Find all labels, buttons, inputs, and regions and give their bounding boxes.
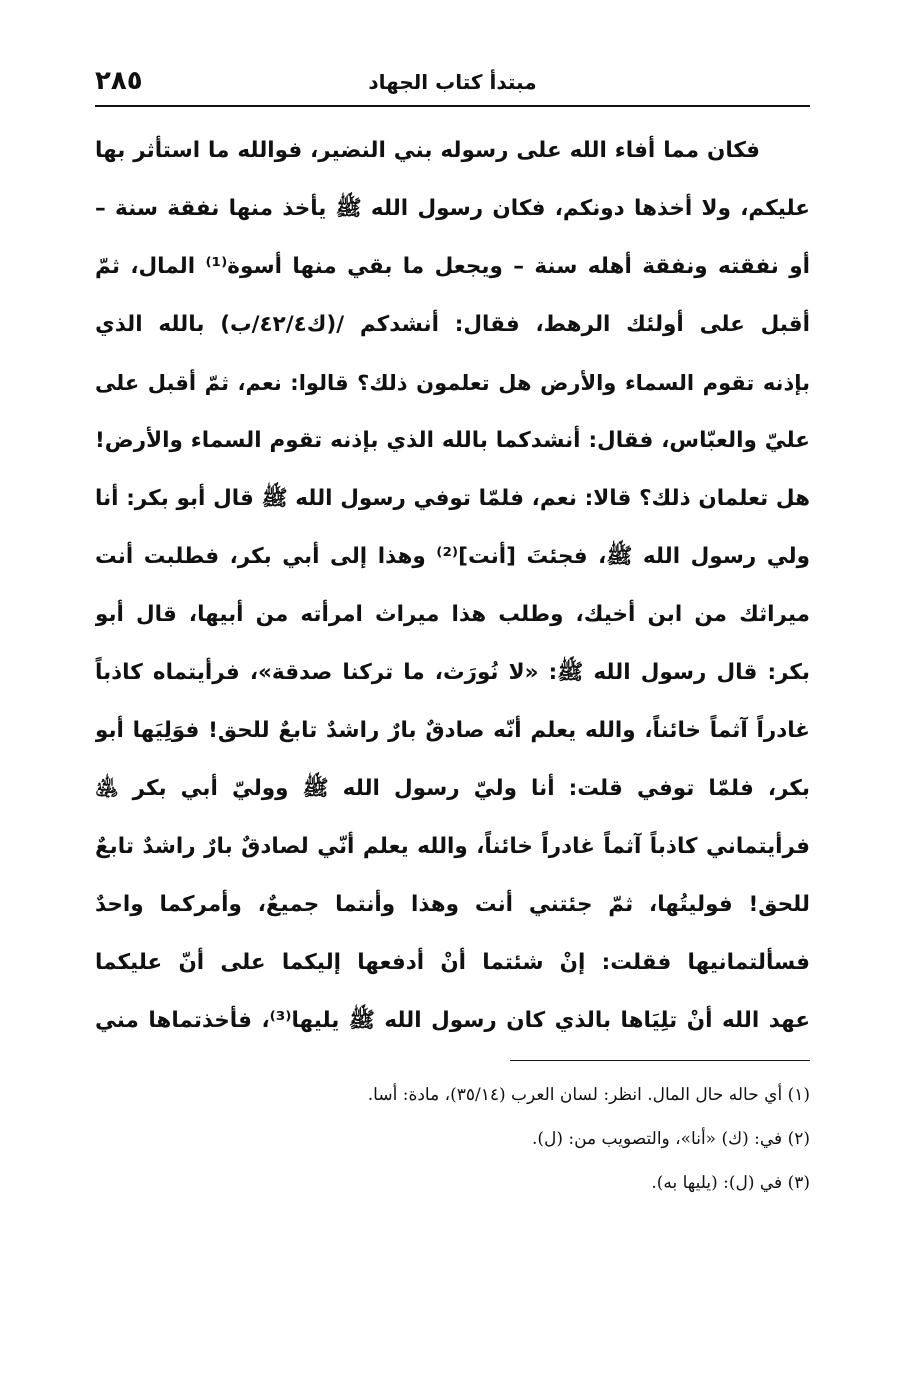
text-line: فسألتمانيها فقلت: إنْ شئتما أنْ أدفعها إليكما على أنّ عليكما [95, 950, 810, 975]
text-line: بكر، فلمّا توفي قلت: أنا وليّ رسول الله ﷺ ووليّ أبي بكر ﵁ [95, 776, 810, 801]
text-line: عليكم، ولا أخذها دونكم، فكان رسول الله ﷺ يأخذ منها نفقة سنة – [95, 196, 810, 221]
text-line: بإذنه تقوم السماء والأرض هل تعلمون ذلك؟ قالوا: نعم، ثمّ أقبل على [95, 371, 810, 395]
text-line: فرأيتماني كاذباً آثماً غادراً خائناً، والله يعلم أنّي لصادقٌ بارٌ راشدٌ تابعٌ [95, 834, 810, 859]
header-divider [95, 105, 810, 107]
footnotes [95, 1078, 810, 1210]
main-text [95, 122, 810, 1050]
text-line: أقبل على أولئك الرهط، فقال: أنشدكم /(ك٤٢/٤/ب) بالله الذي [95, 312, 810, 337]
footnote-divider [510, 1060, 810, 1061]
text-line: ميراثك من ابن أخيك، وطلب هذا ميراث امرأته من أبيها، قال أبو [95, 602, 810, 627]
text-line: للحق! فوليتُها، ثمّ جئتني أنت وهذا وأنتما جميعٌ، وأمركما واحدٌ [95, 892, 810, 917]
text-line: عهد الله أنْ تلِيَاها بالذي كان رسول الله ﷺ يليها⁽³⁾، فأخذتماها مني [95, 1008, 810, 1033]
text-line: هل تعلمان ذلك؟ قالا: نعم، فلمّا توفي رسول الله ﷺ قال أبو بكر: أنا [95, 486, 810, 511]
text-line: فكان مما أفاء الله على رسوله بني النضير، فوالله ما استأثر بها [95, 138, 760, 163]
text-line: بكر: قال رسول الله ﷺ: «لا نُورَث، ما تركنا صدقة»، فرأيتماه كاذباً [95, 660, 810, 685]
footnote-2: (٢) في: (ك) «أنا»، والتصويب من: (ل). [531, 1129, 810, 1149]
text-line: أو نفقته ونفقة أهله سنة – ويجعل ما بقي منها أسوة⁽¹⁾ المال، ثمّ [95, 254, 810, 279]
text-line: ولي رسول الله ﷺ، فجئتَ [أنت]⁽²⁾ وهذا إلى أبي بكر، فطلبت أنت [95, 544, 810, 569]
footnote-1: (١) أي حاله حال المال. انظر: لسان العرب (٣٥/١٤)، مادة: أسا. [367, 1085, 810, 1105]
running-header [95, 62, 810, 102]
text-line: عليّ والعبّاس، فقال: أنشدكما بالله الذي بإذنه تقوم السماء والأرض! [95, 428, 810, 453]
footnote-3: (٣) في (ل): (يليها به). [651, 1173, 810, 1193]
text-line: غادراً آثماً خائناً، والله يعلم أنّه صادقٌ بارٌ راشدٌ تابعٌ للحق! فوَلِيَها أبو [95, 718, 810, 743]
page-number: ٢٨٥ [95, 66, 143, 96]
chapter-title: مبتدأ كتاب الجهاد [368, 70, 537, 94]
